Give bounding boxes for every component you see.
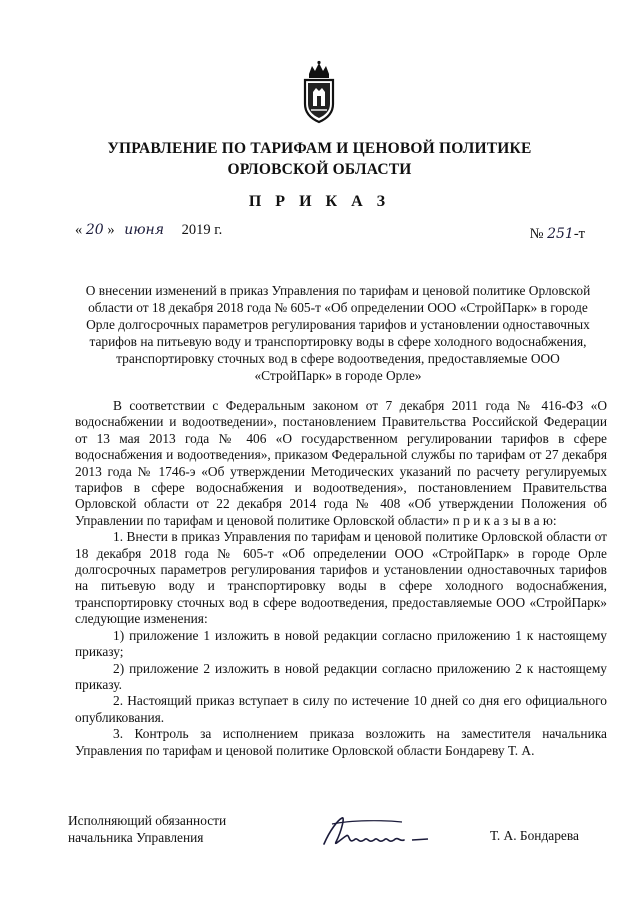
handwritten-signature xyxy=(312,810,442,856)
document-date xyxy=(75,222,222,239)
number-suffix: -т xyxy=(573,226,585,242)
organization-name-line2: ОРЛОВСКОЙ ОБЛАСТИ xyxy=(227,161,412,178)
date-day: 20 xyxy=(85,222,104,238)
signatory-name: Т. А. Бондарева xyxy=(490,828,579,843)
date-month: июня xyxy=(124,222,165,238)
coat-of-arms-icon xyxy=(299,60,339,124)
item-1-1-paragraph: 1) приложение 1 изложить в новой редакции согласно приложению 1 к настоящему приказу; xyxy=(75,627,607,660)
signatory-position xyxy=(68,812,226,846)
document-body xyxy=(75,398,607,759)
item-3-paragraph: 3. Контроль за исполнением приказа возложить на заместителя начальника Управления по тарифам и ценовой политике Орловской области Бондареву Т. А. xyxy=(75,726,607,758)
item-1-2-paragraph: 2) приложение 2 изложить в новой редакции согласно приложению 2 к настоящему приказу. xyxy=(75,660,607,692)
item-1-paragraph: 1. Внести в приказ Управления по тарифам и ценовой политике Орловской области от 18 декабря 2018 года № 605-т «Об определении ООО «СтройПарк» в городе Орле долгосрочных параметров регулирования тарифов и установлении одноставочных тарифов на питьевую воду и транспортировку воды в сфере холодного водоснабжения, транспортировку сточных вод в сфере водоотведения, предоставляемые ООО «СтройПарк» следующие изменения: xyxy=(75,529,607,627)
document-number xyxy=(530,226,585,243)
date-open-quote: « xyxy=(75,222,83,238)
number-prefix: № xyxy=(529,226,544,242)
number-value: 251 xyxy=(547,226,574,242)
date-year: 2019 г. xyxy=(181,222,223,238)
item-2-paragraph: 2. Настоящий приказ вступает в силу по истечение 10 дней со дня его официального опубликования. xyxy=(75,693,607,725)
signatory-position-line2: начальника Управления xyxy=(68,830,204,845)
date-close-quote: » xyxy=(107,222,115,238)
document-subject: О внесении изменений в приказ Управления по тарифам и ценовой политике Орловской области от 18 декабря 2018 года № 605-т «Об определении ООО «СтройПарк» в городе Орле долгосрочных параметров регулирования тарифов и установлении одноставочных тарифов на питьевую воду и транспортировку воды в сфере холодного водоснабжения, транспортировку сточных вод в сфере водоотведения, предоставляемые ООО «СтройПарк» в городе Орле» xyxy=(85,283,591,383)
signatory-position-line1: Исполняющий обязанности xyxy=(68,813,227,828)
organization-name-line1: УПРАВЛЕНИЕ ПО ТАРИФАМ И ЦЕНОВОЙ ПОЛИТИКЕ xyxy=(107,140,532,157)
preamble-paragraph: В соответствии с Федеральным законом от 7 декабря 2011 года № 416-ФЗ «О водоснабжении и водоотведении», постановлением Правительства Российской Федерации от 13 мая 2013 года № 406 «О государственном регулировании тарифов в сфере водоснабжения и водоотведения», приказом Федеральной службы по тарифам от 27 декабря 2013 года № 1746-э «Об утверждении Методических указаний по расчету регулируемых тарифов в сфере водоснабжения и водоотведения», постановлением Правительства Орловской области от 22 декабря 2014 года № 408 «Об утверждении Положения об Управлении по тарифам и ценовой политике Орловской области» п р и к а з ы в а ю: xyxy=(75,398,607,528)
document-type-title: П Р И К А З xyxy=(248,193,391,210)
